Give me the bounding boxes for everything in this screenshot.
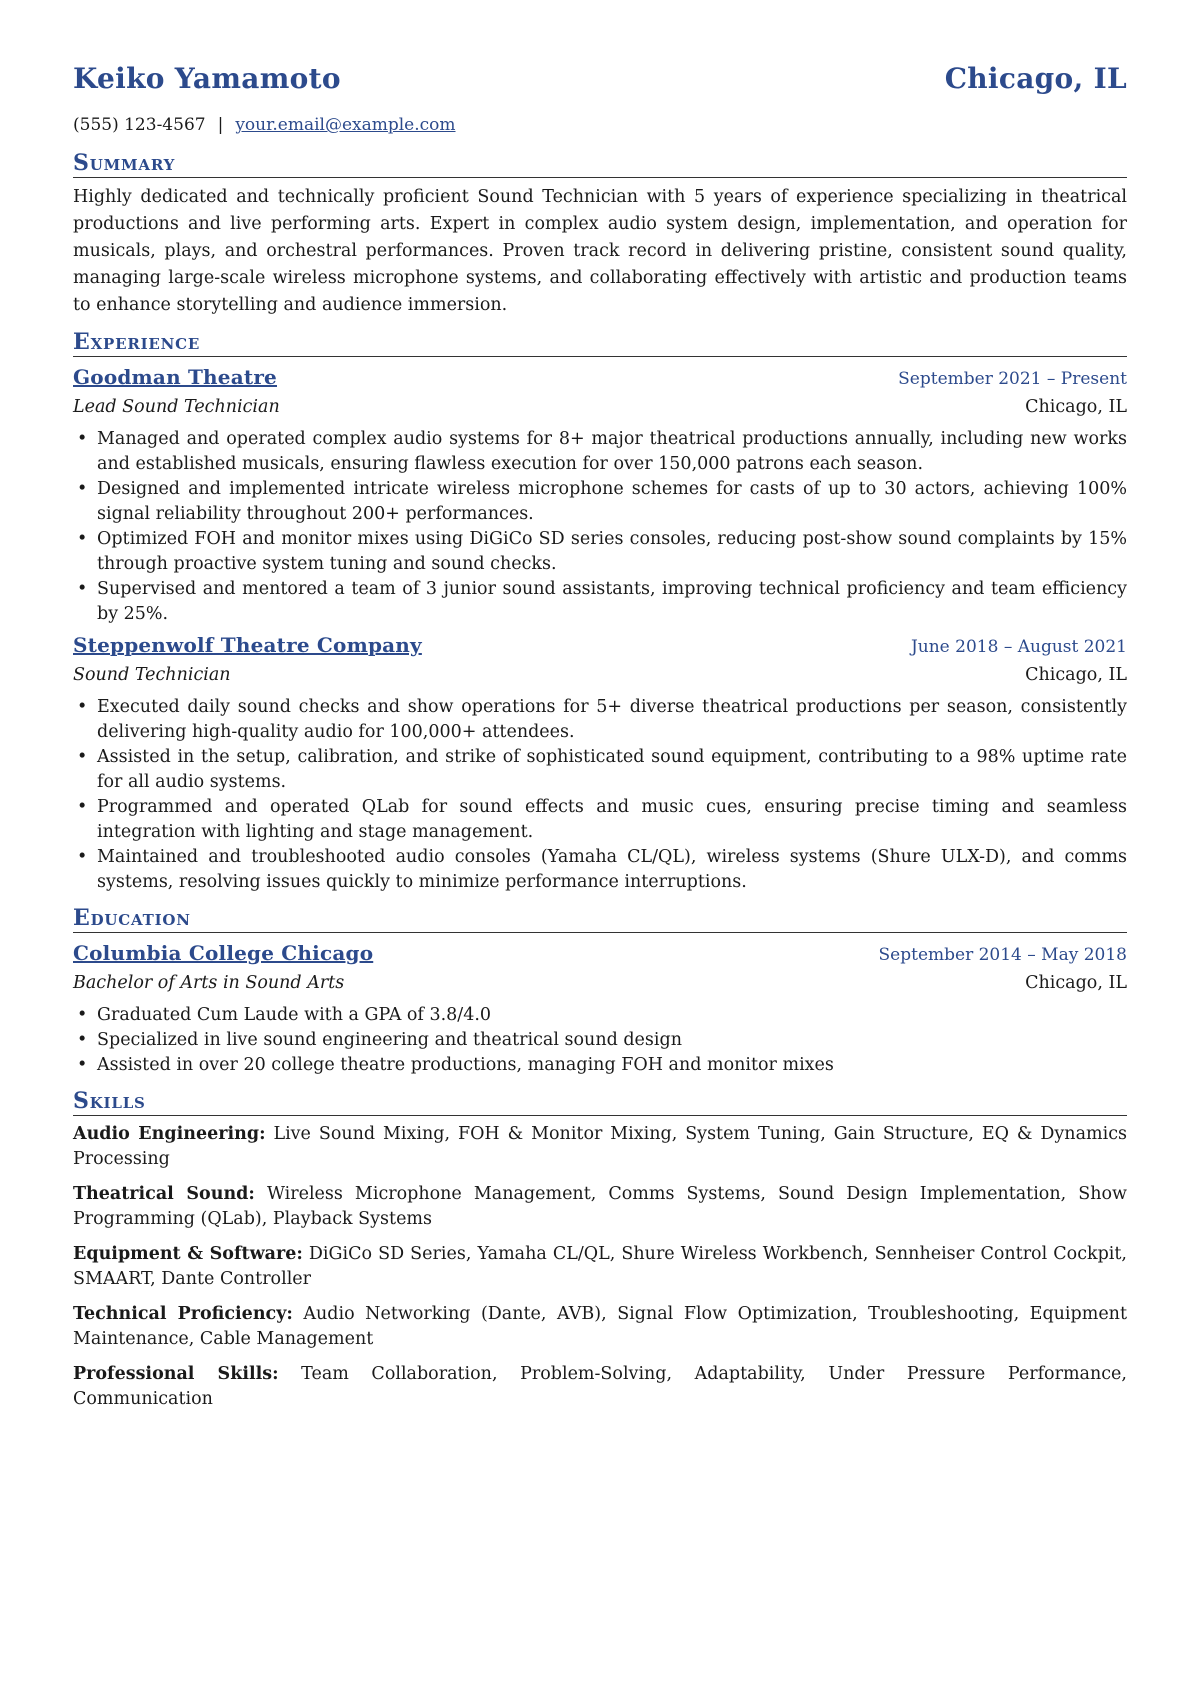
experience-entry xyxy=(73,363,1127,627)
resume-header xyxy=(73,62,1127,106)
achievement-list xyxy=(73,695,1127,895)
candidate-name: Keiko Yamamoto xyxy=(73,62,341,95)
list-item: • Designed and implemented intricate wireless microphone schemes for casts of up to 30 actors, achieving 100% signal reliability throughout 200+ performances. xyxy=(97,477,1127,527)
list-item: • Managed and operated complex audio systems for 8+ major theatrical productions annually, including new works and established musicals, ensuring flawless execution for over 150,000 patrons each season. xyxy=(97,427,1127,477)
school-link[interactable]: Columbia College Chicago xyxy=(73,941,374,965)
list-item: • Maintained and troubleshooted audio consoles (Yamaha CL/QL), wireless systems (Shure ULX-D), and comms systems, resolving issues quickly to minimize performance interruptions. xyxy=(97,845,1127,895)
contact-separator: | xyxy=(217,115,224,135)
job-title: Sound Technician xyxy=(73,665,231,685)
employer-link[interactable]: Goodman Theatre xyxy=(73,365,277,389)
skills-section xyxy=(73,1088,1127,1412)
candidate-location: Chicago, IL xyxy=(944,62,1127,95)
skill-group xyxy=(73,1242,1127,1292)
experience-entry xyxy=(73,631,1127,895)
list-item: • Specialized in live sound engineering and theatrical sound design xyxy=(97,1028,1127,1053)
list-item: • Programmed and operated QLab for sound effects and music cues, ensuring precise timing and seamless integration with lighting and stage management. xyxy=(97,795,1127,845)
skill-list: Live Sound Mixing, FOH & Monitor Mixing, System Tuning, Gain Structure, EQ & Dynamics Processing xyxy=(73,1124,1127,1169)
contact-line xyxy=(73,110,1127,140)
summary-section xyxy=(73,150,1127,319)
education-heading: Education xyxy=(73,905,1127,933)
list-item: • Graduated Cum Laude with a GPA of 3.8/4.0 xyxy=(97,1003,1127,1028)
skill-group xyxy=(73,1182,1127,1232)
employment-dates: September 2021 – Present xyxy=(898,369,1127,389)
skill-list: Team Collaboration, Problem-Solving, Adaptability, Under Pressure Performance, Communication xyxy=(73,1364,1127,1409)
education-dates: September 2014 – May 2018 xyxy=(878,945,1127,965)
skill-group xyxy=(73,1362,1127,1412)
school-location: Chicago, IL xyxy=(1025,973,1127,993)
skill-list: DiGiCo SD Series, Yamaha CL/QL, Shure Wireless Workbench, Sennheiser Control Cockpit, SMAART, Dante Controller xyxy=(73,1244,1127,1289)
skill-category: Theatrical Sound: xyxy=(73,1184,255,1204)
list-item: • Optimized FOH and monitor mixes using DiGiCo SD series consoles, reducing post-show sound complaints by 15% through proactive system tuning and sound checks. xyxy=(97,527,1127,577)
list-item: • Executed daily sound checks and show operations for 5+ diverse theatrical productions per season, consistently delivering high-quality audio for 100,000+ attendees. xyxy=(97,695,1127,745)
skill-list: Audio Networking (Dante, AVB), Signal Flow Optimization, Troubleshooting, Equipment Maintenance, Cable Management xyxy=(73,1304,1127,1349)
employment-dates: June 2018 – August 2021 xyxy=(910,637,1127,657)
job-title: Lead Sound Technician xyxy=(73,397,280,417)
skill-category: Equipment & Software: xyxy=(73,1244,303,1264)
summary-heading: Summary xyxy=(73,150,1127,178)
phone-number: (555) 123-4567 xyxy=(73,115,206,135)
skill-list: Wireless Microphone Management, Comms Systems, Sound Design Implementation, Show Programming (QLab), Playback Systems xyxy=(73,1184,1127,1229)
resume-page xyxy=(73,62,1127,1422)
email-link[interactable]: your.email@example.com xyxy=(235,115,456,135)
skill-category: Audio Engineering: xyxy=(73,1124,266,1144)
achievement-list xyxy=(73,427,1127,627)
list-item: • Supervised and mentored a team of 3 junior sound assistants, improving technical proficiency and team efficiency by 25%. xyxy=(97,577,1127,627)
employer-link[interactable]: Steppenwolf Theatre Company xyxy=(73,633,422,657)
list-item: • Assisted in over 20 college theatre productions, managing FOH and monitor mixes xyxy=(97,1053,1127,1078)
skill-category: Professional Skills: xyxy=(73,1364,279,1384)
skill-group xyxy=(73,1302,1127,1352)
job-location: Chicago, IL xyxy=(1025,665,1127,685)
job-location: Chicago, IL xyxy=(1025,397,1127,417)
list-item: • Assisted in the setup, calibration, and strike of sophisticated sound equipment, contributing to a 98% uptime rate for all audio systems. xyxy=(97,745,1127,795)
skill-category: Technical Proficiency: xyxy=(73,1304,293,1324)
experience-section xyxy=(73,329,1127,895)
education-highlights xyxy=(73,1003,1127,1078)
education-entry xyxy=(73,939,1127,1078)
degree-title: Bachelor of Arts in Sound Arts xyxy=(73,973,345,993)
experience-heading: Experience xyxy=(73,329,1127,357)
education-section xyxy=(73,905,1127,1078)
skill-group xyxy=(73,1122,1127,1172)
summary-text: Highly dedicated and technically proficient Sound Technician with 5 years of experience specializing in theatrical productions and live performing arts. Expert in complex audio system design, implementation, and operation for musicals, plays, and orchestral performances. Proven track record in delivering pristine, consistent sound quality, managing large-scale wireless microphone systems, and collaborating effectively with artistic and production teams to enhance storytelling and audience immersion. xyxy=(73,187,1127,315)
skills-heading: Skills xyxy=(73,1088,1127,1116)
